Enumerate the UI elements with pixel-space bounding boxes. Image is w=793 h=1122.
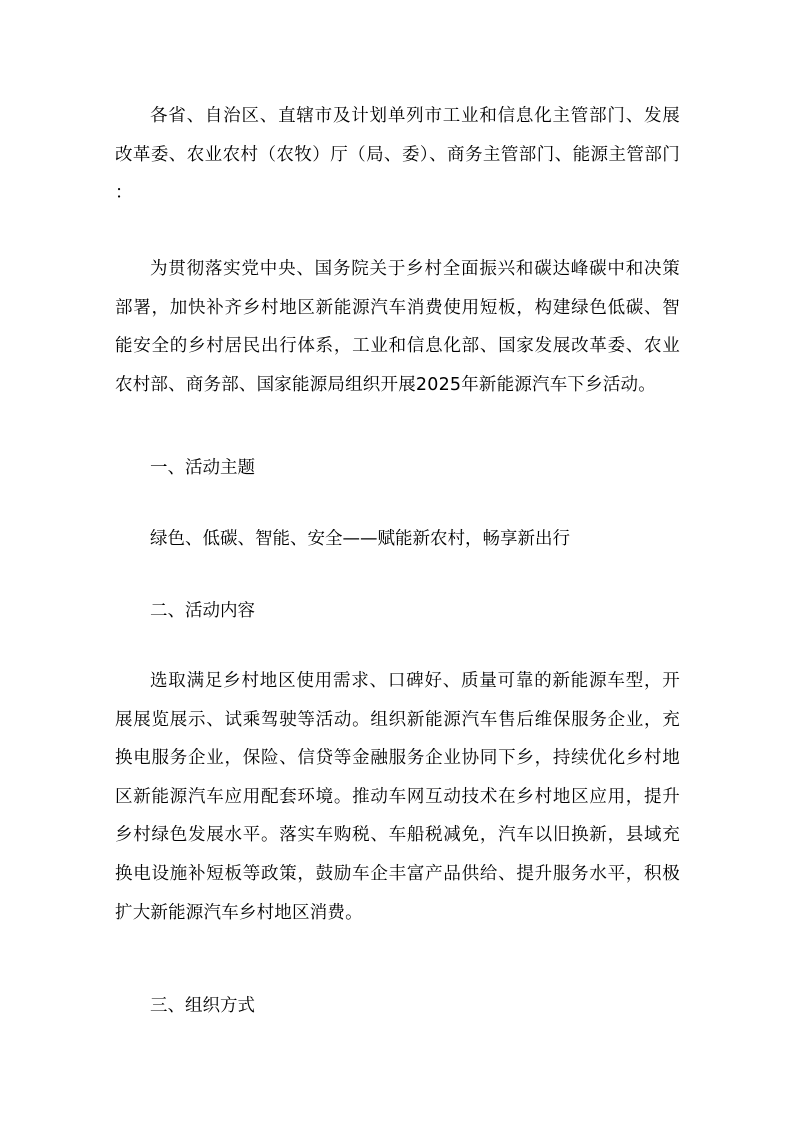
section-heading-content: 二、活动内容 bbox=[150, 601, 255, 621]
salutation-paragraph: 各省、自治区、直辖市及计划单列市工业和信息化主管部门、发展改革委、农业农村（农牧）厅（局、委）、商务主管部门、能源主管部门： bbox=[115, 106, 680, 204]
section-heading-theme: 一、活动主题 bbox=[150, 458, 255, 478]
content-paragraph: 选取满足乡村地区使用需求、口碑好、质量可靠的新能源车型，开展展览展示、试乘驾驶等活动。组织新能源汽车售后维保服务企业，充换电服务企业，保险、信贷等金融服务企业协同下乡，持续优化乡村地区新能源汽车应用配套环境。推动车网互动技术在乡村地区应用，提升乡村绿色发展水平。落实车购税、车船税减免，汽车以旧换新，县域充换电设施补短板等政策，鼓励车企丰富产品供给、提升服务水平，积极扩大新能源汽车乡村地区消费。 bbox=[115, 671, 680, 923]
intro-paragraph: 为贯彻落实党中央、国务院关于乡村全面振兴和碳达峰碳中和决策部署，加快补齐乡村地区新能源汽车消费使用短板，构建绿色低碳、智能安全的乡村居民出行体系，工业和信息化部、国家发展改革委、农业农村部、商务部、国家能源局组织开展2025年新能源汽车下乡活动。 bbox=[115, 259, 680, 395]
section-heading-organization: 三、组织方式 bbox=[150, 996, 255, 1016]
theme-slogan: 绿色、低碳、智能、安全——赋能新农村，畅享新出行 bbox=[150, 529, 570, 549]
